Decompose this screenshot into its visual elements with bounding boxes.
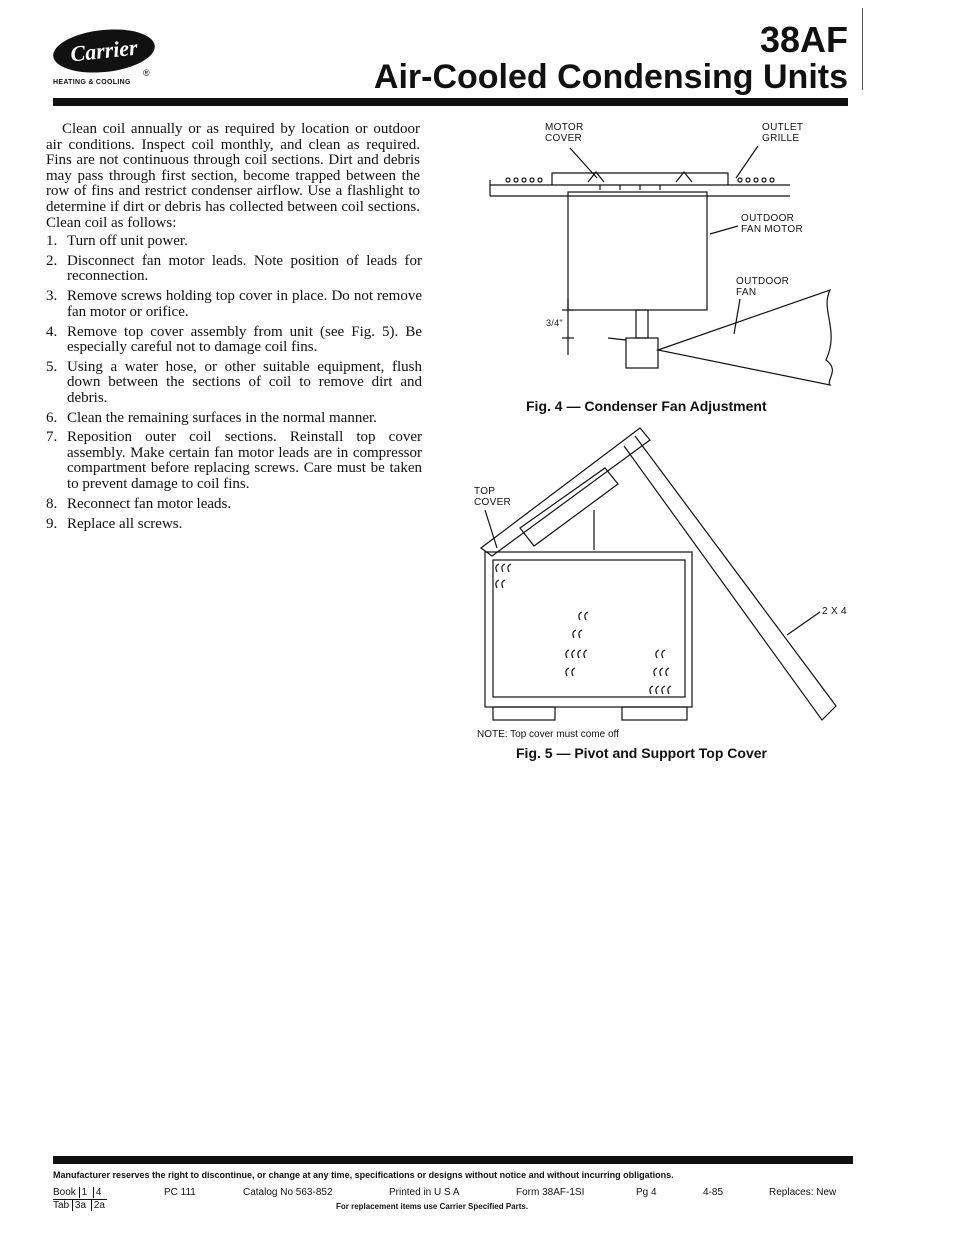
label-motor-cover: MOTOR COVER [545, 122, 584, 144]
footer-catalog: Catalog No 563-852 [243, 1187, 333, 1198]
step-item: 2. Disconnect fan motor leads. Note position of leads for reconnection. [46, 252, 422, 285]
header-rule [53, 98, 848, 106]
margin-line [862, 8, 863, 90]
brand-tagline: HEATING & COOLING [53, 79, 131, 86]
step-item: 9. Replace all screws. [46, 515, 183, 532]
footer-disclaimer: Manufacturer reserves the right to discontinue, or change at any time, specifications or designs without notice and without incurring obligations. [53, 1170, 674, 1180]
intro-paragraph: Clean coil annually or as required by location or outdoor air conditions. Inspect coil monthly, and clean as required. Fins are not continuous through coil sections. Dirt and debris may pass through first section, become trapped between the row of fins and restrict condenser airflow. Use a flashlight to determine if dirt or debris has collected between coil sections. Clean coil as follows: [46, 121, 420, 231]
brand-name: Carrier [69, 34, 139, 67]
label-top-cover: TOP COVER [474, 486, 512, 508]
step-item: 4. Remove top cover assembly from unit (see Fig. 5). Be especially careful not to damage coil fins. [46, 323, 422, 355]
footer-pc: PC 111 [164, 1187, 196, 1198]
label-outdoor-fan: OUTDOOR FAN [736, 276, 790, 298]
footer-page: Pg 4 [636, 1187, 657, 1198]
footer-tab: Tab 3a 2a [53, 1200, 105, 1211]
footer-replaces: Replaces: New [769, 1187, 837, 1198]
fig5-caption: Fig. 5 — Pivot and Support Top Cover [516, 745, 767, 761]
footer-date: 4-85 [703, 1187, 724, 1198]
registered-mark: ® [143, 68, 150, 78]
fig4-caption: Fig. 4 — Condenser Fan Adjustment [526, 398, 767, 414]
footer-rule [53, 1156, 853, 1164]
footer-book: Book 1 4 [53, 1187, 104, 1198]
label-outlet-grille: OUTLET GRILLE [762, 122, 804, 144]
step-item: 5. Using a water hose, or other suitable equipment, flush down between the sections of coil to remove dirt and debris. [46, 358, 422, 406]
step-item: 7. Reposition outer coil sections. Reinstall top cover assembly. Make certain fan motor leads are in compressor compartment before replacing screws. Care must be taken to prevent damage to coil fins. [46, 429, 422, 492]
footer-form: Form 38AF-1SI [516, 1187, 585, 1198]
cleaning-steps [46, 234, 422, 536]
fig4-condenser-fan-drawing [480, 140, 860, 400]
dimension-label: 3/4" [546, 318, 563, 328]
fig5-note: NOTE: Top cover must come off [477, 729, 619, 740]
step-item: 8. Reconnect fan motor leads. [46, 495, 232, 512]
footer-replacement-note: For replacement items use Carrier Specified Parts. [336, 1202, 529, 1211]
footer-printed: Printed in U S A [389, 1187, 460, 1198]
model-number: 38AF [759, 19, 848, 60]
label-2x4: 2 X 4 [822, 606, 847, 617]
label-outdoor-fan-motor: OUTDOOR FAN MOTOR [741, 213, 803, 235]
carrier-logo [51, 25, 157, 77]
step-item: 1. Turn off unit power. [46, 233, 188, 249]
step-item: 3. Remove screws holding top cover in place. Do not remove fan motor or orifice. [46, 288, 422, 320]
fig5-top-cover-drawing [470, 420, 870, 730]
page-title: Air-Cooled Condensing Units [373, 58, 848, 96]
step-item: 6. Clean the remaining surfaces in the normal manner. [46, 409, 377, 426]
